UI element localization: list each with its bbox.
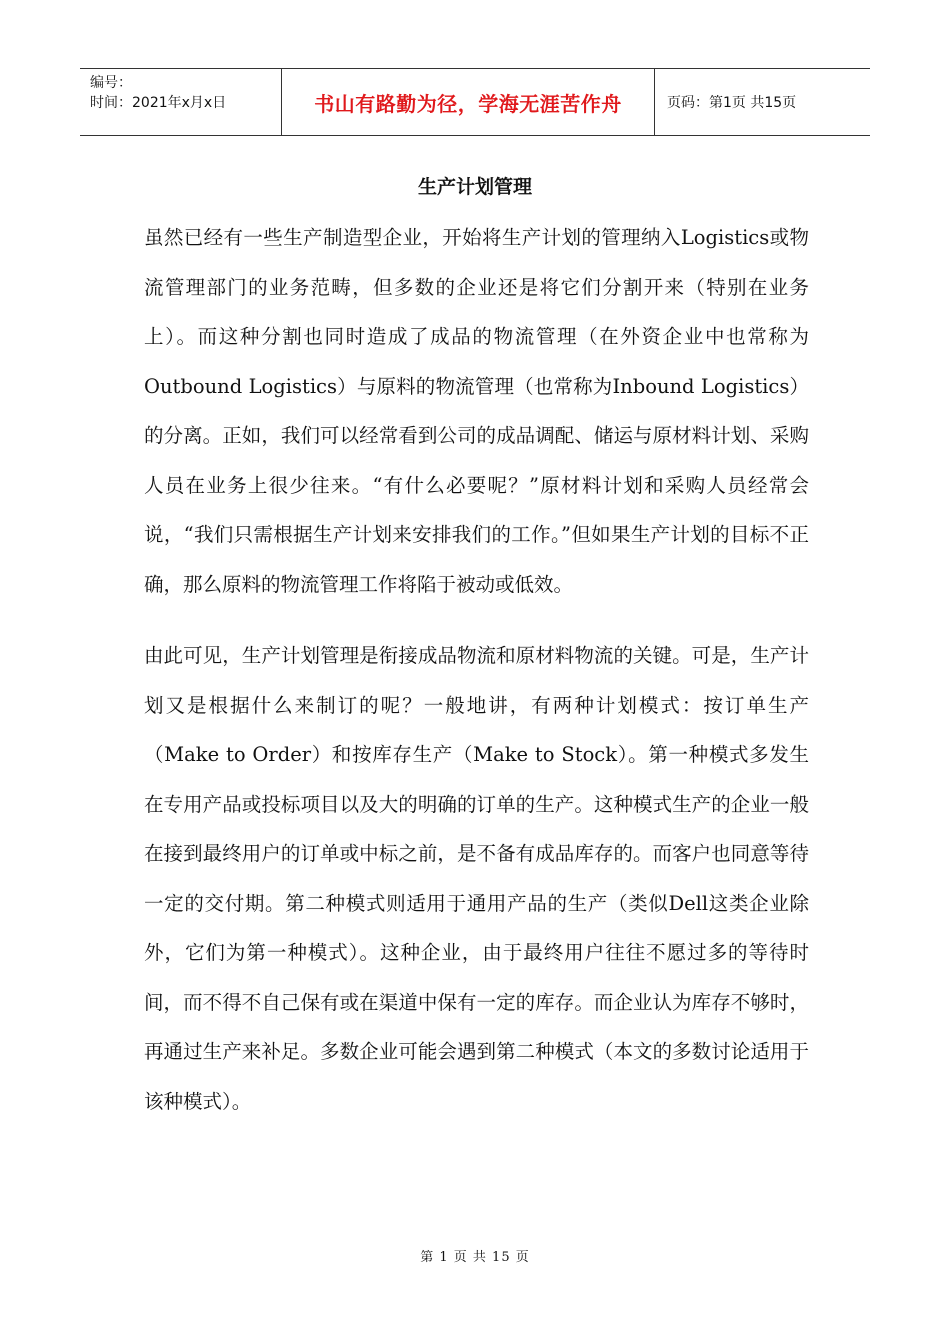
date-label: 时间：2021年x月x日	[90, 95, 227, 111]
document-header	[80, 68, 870, 136]
header-motto-cell	[282, 69, 655, 135]
page-footer: 第 1 页 共 15 页	[420, 1250, 530, 1265]
header-page-info	[655, 69, 870, 135]
document-body	[144, 213, 809, 1126]
header-meta	[80, 69, 282, 135]
motto-text: 书山有路勤为径，学海无涯苦作舟	[314, 91, 622, 116]
paragraph-1: 虽然已经有一些生产制造型企业，开始将生产计划的管理纳入Logistics或物流管理部门的业务范畴，但多数的企业还是将它们分割开来（特别在业务上）。而这种分割也同时造成了成品的物流管理（在外资企业中也常称为Outbound Logistics）与原料的物流管理（也常称为Inbound Logistics）的分离。正如，我们可以经常看到公司的成品调配、储运与原材料计划、采购人员在业务上很少往来。“有什么必要呢？”原材料计划和采购人员经常会说，“我们只需根据生产计划来安排我们的工作。”但如果生产计划的目标不正确，那么原料的物流管理工作将陷于被动或低效。	[144, 226, 809, 596]
paragraph-2: 由此可见，生产计划管理是衔接成品物流和原材料物流的关键。可是，生产计划又是根据什么来制订的呢？一般地讲，有两种计划模式：按订单生产（Make to Order）和按库存生产（Make to Stock）。第一种模式多发生在专用产品或投标项目以及大的明确的订单的生产。这种模式生产的企业一般在接到最终用户的订单或中标之前，是不备有成品库存的。而客户也同意等待一定的交付期。第二种模式则适用于通用产品的生产（类似Dell这类企业除外，它们为第一种模式）。这种企业，由于最终用户往往不愿过多的等待时间，而不得不自己保有或在渠道中保有一定的库存。而企业认为库存不够时，再通过生产来补足。多数企业可能会遇到第二种模式（本文的多数讨论适用于该种模式）。	[144, 644, 809, 1113]
number-label: 编号：	[90, 75, 132, 91]
document-title: 生产计划管理	[417, 176, 532, 198]
page-info-text: 页码：第1页 共15页	[667, 95, 797, 111]
